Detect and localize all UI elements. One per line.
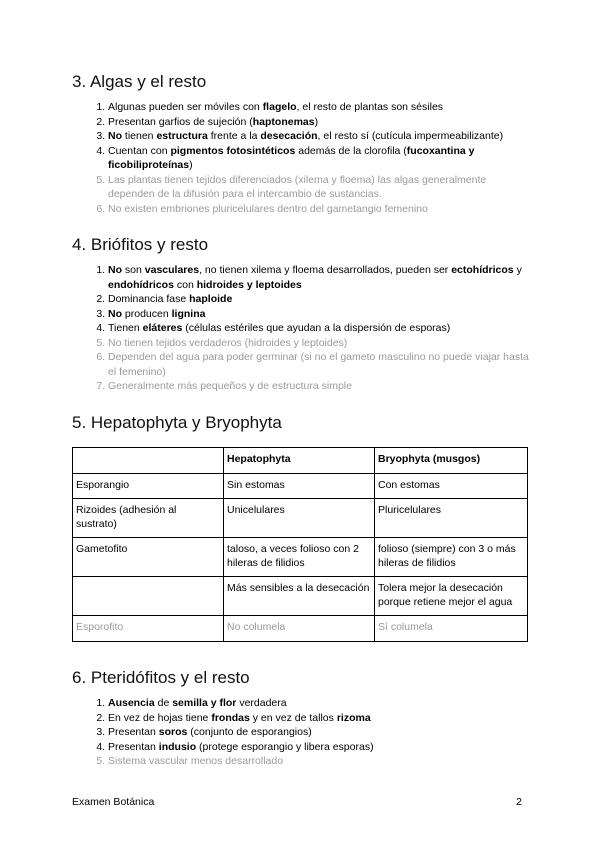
list-item: [108, 292, 532, 307]
table-cell: Con estomas: [375, 473, 528, 499]
section-pteridofitos: [72, 668, 532, 769]
text: frente a la: [207, 130, 261, 142]
table-header-cell: Hepatophyta: [224, 448, 375, 474]
text: En vez de hojas tiene: [108, 711, 212, 724]
bold-text: rizoma: [336, 711, 371, 724]
bold-text: frondas: [211, 711, 250, 724]
section-briofitos: [72, 235, 532, 394]
numbered-list: [72, 696, 532, 769]
text: además de la clorofila (: [295, 144, 407, 157]
list-item: [108, 740, 532, 755]
table-row: [73, 473, 528, 499]
text: tienen: [122, 130, 157, 142]
list-item: [108, 129, 532, 144]
bold-text: No: [108, 130, 122, 142]
text: Tienen: [108, 322, 143, 334]
text: Presentan garfios de sujeción (: [108, 115, 253, 128]
list-item: [108, 711, 532, 726]
comparison-table: [72, 447, 528, 642]
text: verdadera: [236, 697, 287, 709]
bold-text: semilla y flor: [172, 697, 237, 709]
bold-text: endohídricos: [108, 278, 174, 291]
text: , el resto sí (cutícula impermeabilizante): [317, 130, 504, 142]
bold-text: indusio: [158, 740, 197, 753]
list-item: [108, 144, 532, 173]
text: Sistema vascular menos desarrollado: [108, 755, 284, 767]
text: y en vez de tallos: [249, 711, 337, 724]
text: Dependen del agua para poder germinar (si no el gameto masculino no puede viajar hasta el femenino): [108, 351, 529, 378]
list-item: [108, 379, 532, 394]
text: Las plantas tienen tejidos diferenciados (xilema y floema) las algas generalmente dependen de la difusión para el intercambio de sustancias.: [108, 173, 487, 200]
list-item: [108, 100, 532, 115]
list-item: [108, 202, 532, 217]
table-cell: Rizoides (adhesión al sustrato): [73, 499, 224, 538]
section-heading: 6. Pteridófitos y el resto: [72, 668, 250, 687]
table-row: [73, 538, 528, 577]
list-item: [108, 115, 532, 130]
bold-text: desecación: [260, 130, 318, 142]
list-item: [108, 263, 532, 292]
bold-text: haploide: [189, 293, 233, 305]
text: Algunas pueden ser móviles con: [108, 101, 263, 113]
bold-text: soros: [158, 726, 188, 738]
bold-text: fucoxantina y ficobiliproteínas: [108, 144, 475, 171]
bold-text: eláteres: [142, 322, 183, 334]
text: Presentan: [108, 726, 159, 738]
table-cell: Esporangio: [73, 473, 224, 499]
table-cell: No columela: [224, 616, 375, 642]
text: (células estériles que ayudan a la dispersión de esporas): [182, 322, 451, 334]
list-item: [108, 173, 532, 202]
page-number: 2: [516, 796, 522, 808]
bold-text: pigmentos fotosintéticos: [170, 144, 296, 157]
bold-text: estructura: [156, 130, 208, 142]
section-heading: 4. Briófitos y resto: [72, 235, 209, 254]
text: ): [314, 115, 319, 128]
text: Presentan: [108, 740, 159, 753]
numbered-list: [72, 263, 532, 394]
text: No existen embriones pluricelulares dentro del gametangio femenino: [108, 202, 428, 215]
text: con: [173, 278, 197, 291]
table-cell: Tolera mejor la desecación porque retiene mejor el agua: [375, 577, 528, 616]
text: Generalmente más pequeños y de estructura simple: [108, 380, 352, 392]
section-heading: 5. Hepatophyta y Bryophyta: [72, 413, 282, 432]
table-row: [73, 577, 528, 616]
table-cell: Sin estomas: [224, 473, 375, 499]
table-cell: taloso, a veces folioso con 2 hileras de filidios: [224, 538, 375, 577]
table-cell: Esporofito: [73, 616, 224, 642]
text: (conjunto de esporangios): [187, 726, 312, 738]
section-heading: 3. Algas y el resto: [72, 72, 207, 91]
bold-text: hidroides y leptoides: [196, 278, 302, 291]
table-header-cell: Bryophyta (musgos): [375, 448, 528, 474]
text: Cuentan con: [108, 144, 171, 157]
table-header-row: [73, 448, 528, 474]
bold-text: lignina: [171, 307, 206, 320]
footer-title: Examen Botánica: [72, 796, 155, 808]
bold-text: haptonemas: [252, 115, 315, 128]
text: y: [513, 264, 522, 276]
table-cell: Sí columela: [375, 616, 528, 642]
table-cell: Unicelulares: [224, 499, 375, 538]
list-item: [108, 350, 532, 379]
list-item: [108, 725, 532, 740]
text: de: [154, 697, 173, 709]
text: (protege esporangio y libera esporas): [196, 740, 374, 753]
section-hepatophyta-bryophyta: [72, 413, 532, 642]
table-cell: [73, 577, 224, 616]
list-item: [108, 696, 532, 711]
text: No tienen tejidos verdaderos (hidroides y leptoides): [108, 336, 348, 349]
text: ): [189, 159, 193, 171]
bold-text: ectohídricos: [451, 264, 514, 276]
text: , no tienen xilema y floema desarrollados, pueden ser: [199, 264, 452, 276]
bold-text: Ausencia: [108, 697, 155, 709]
bold-text: flagelo: [262, 101, 297, 113]
numbered-list: [72, 100, 532, 216]
list-item: [108, 307, 532, 322]
text: Dominancia fase: [108, 293, 190, 305]
bold-text: No: [108, 307, 122, 320]
table-cell: Pluricelulares: [375, 499, 528, 538]
section-algas: [72, 72, 532, 216]
text: son: [122, 264, 145, 276]
list-item: [108, 321, 532, 336]
list-item: [108, 336, 532, 351]
table-row: [73, 499, 528, 538]
text: producen: [122, 307, 172, 320]
text: , el resto de plantas son sésiles: [296, 101, 444, 113]
list-item: [108, 754, 532, 769]
table-header-cell: [73, 448, 224, 474]
table-row: [73, 616, 528, 642]
table-cell: folioso (siempre) con 3 o más hileras de filidios: [375, 538, 528, 577]
table-cell: Más sensibles a la desecación: [224, 577, 375, 616]
page-footer: [72, 796, 522, 808]
table-cell: Gametofito: [73, 538, 224, 577]
bold-text: No: [108, 264, 122, 276]
bold-text: vasculares: [144, 264, 200, 276]
